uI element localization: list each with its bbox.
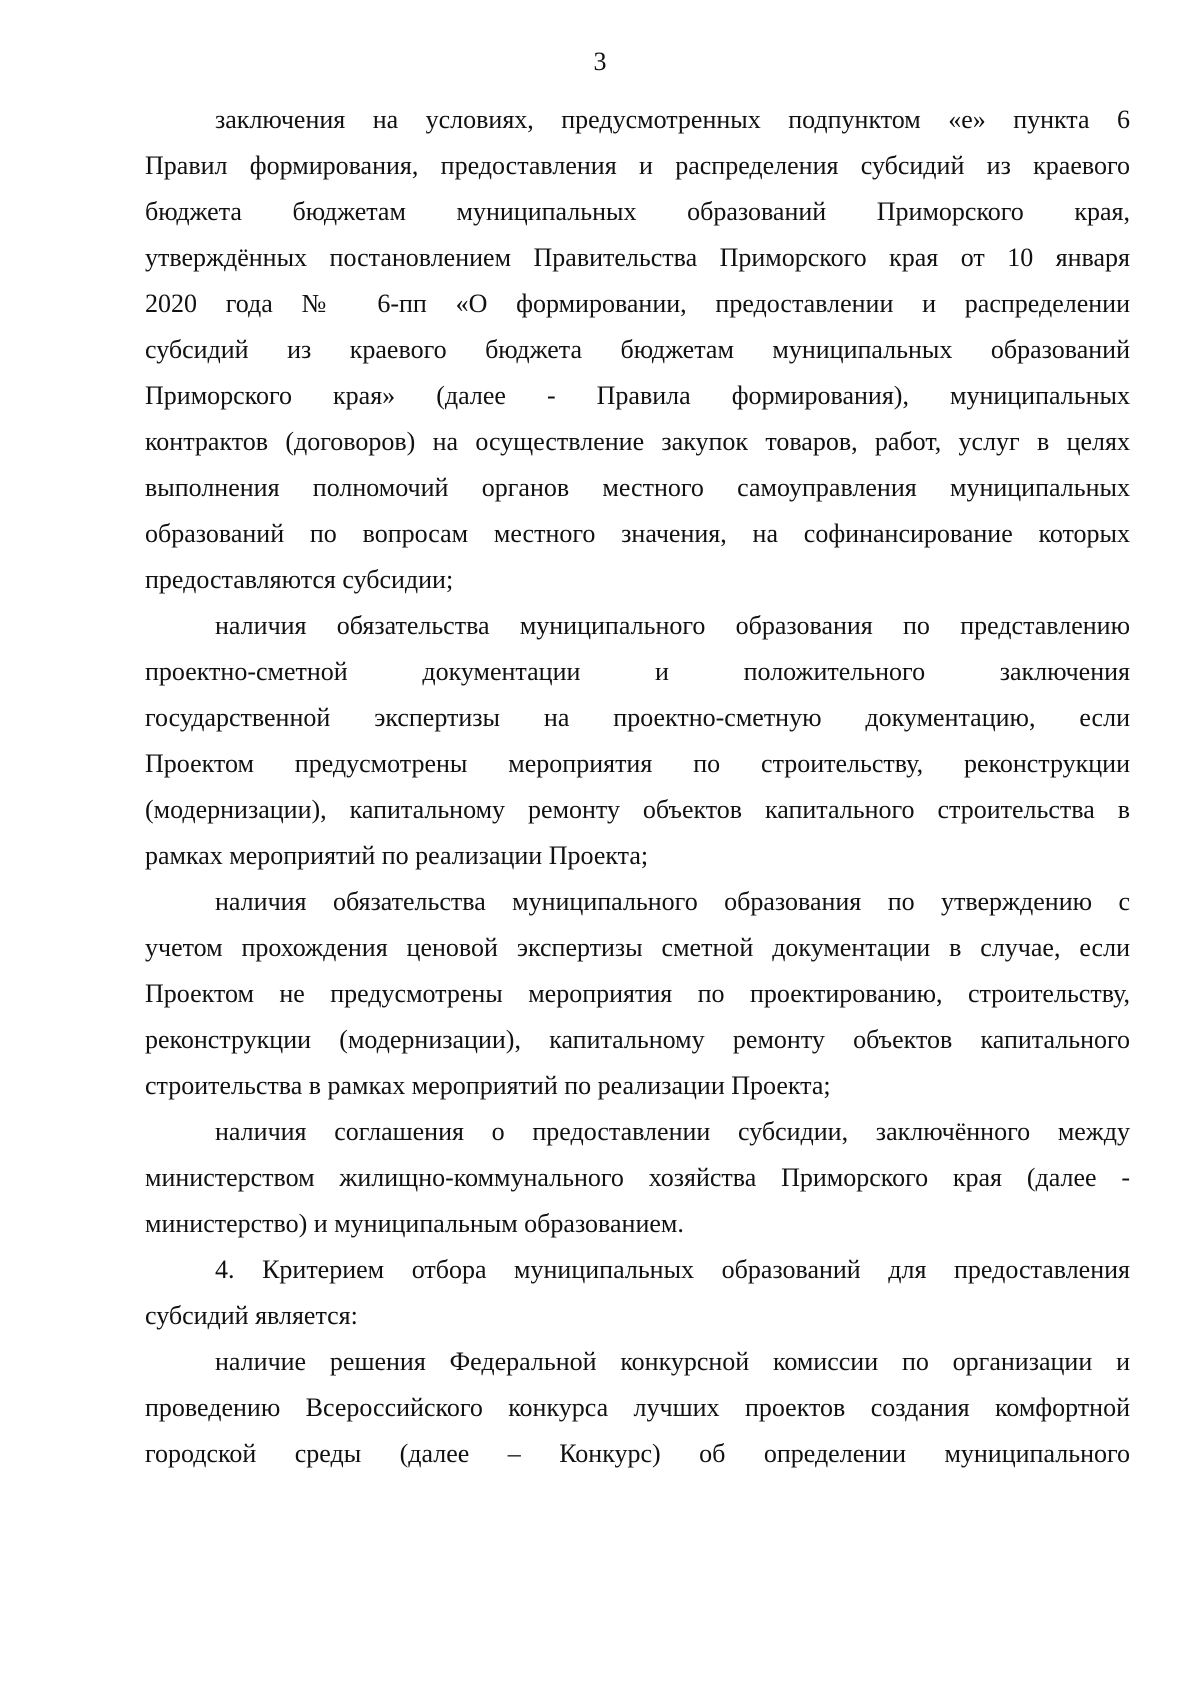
text-line: министерством жилищно-коммунального хозяйства Приморского края (далее - <box>145 1163 1130 1192</box>
page-number: 3 <box>593 47 607 76</box>
text-line: предоставляются субсидии; <box>145 565 454 594</box>
text-line: Правил формирования, предоставления и распределения субсидий из краевого <box>145 151 1130 180</box>
text-line: выполнения полномочий органов местного самоуправления муниципальных <box>145 473 1130 502</box>
text-line: Приморского края» (далее - Правила формирования), муниципальных <box>145 381 1130 410</box>
text-line: субсидий из краевого бюджета бюджетам муниципальных образований <box>145 335 1130 364</box>
text-line: бюджета бюджетам муниципальных образований Приморского края, <box>145 197 1130 226</box>
text-line: учетом прохождения ценовой экспертизы сметной документации в случае, если <box>145 933 1130 962</box>
text-line: Проектом предусмотрены мероприятия по строительству, реконструкции <box>145 749 1130 778</box>
text-line: Проектом не предусмотрены мероприятия по проектированию, строительству, <box>145 979 1130 1008</box>
text-line: наличие решения Федеральной конкурсной комиссии по организации и <box>215 1347 1130 1376</box>
text-line: образований по вопросам местного значения, на софинансирование которых <box>145 519 1130 548</box>
text-line: заключения на условиях, предусмотренных подпунктом «е» пункта 6 <box>215 105 1130 134</box>
text-line: наличия соглашения о предоставлении субсидии, заключённого между <box>215 1117 1130 1146</box>
text-line: проектно-сметной документации и положительного заключения <box>145 657 1130 686</box>
text-line: (модернизации), капитальному ремонту объектов капитального строительства в <box>145 795 1130 824</box>
text-line: городской среды (далее – Конкурс) об определении муниципального <box>145 1439 1130 1468</box>
text-line: рамках мероприятий по реализации Проекта; <box>145 841 649 870</box>
text-line: реконструкции (модернизации), капитальному ремонту объектов капитального <box>145 1025 1130 1054</box>
text-line: наличия обязательства муниципального образования по представлению <box>215 611 1130 640</box>
text-line: 2020 года № 6-пп «О формировании, предоставлении и распределении <box>145 289 1130 318</box>
text-line: контрактов (договоров) на осуществление закупок товаров, работ, услуг в целях <box>145 427 1130 456</box>
text-line: субсидий является: <box>145 1301 358 1330</box>
text-line: наличия обязательства муниципального образования по утверждению с <box>215 887 1130 916</box>
text-line: утверждённых постановлением Правительства Приморского края от 10 января <box>145 243 1130 272</box>
text-line: государственной экспертизы на проектно-сметную документацию, если <box>145 703 1130 732</box>
text-line: 4. Критерием отбора муниципальных образований для предоставления <box>215 1255 1130 1284</box>
text-line: проведению Всероссийского конкурса лучших проектов создания комфортной <box>145 1393 1130 1422</box>
text-line: министерство) и муниципальным образованием. <box>145 1209 684 1238</box>
text-line: строительства в рамках мероприятий по реализации Проекта; <box>145 1071 831 1100</box>
